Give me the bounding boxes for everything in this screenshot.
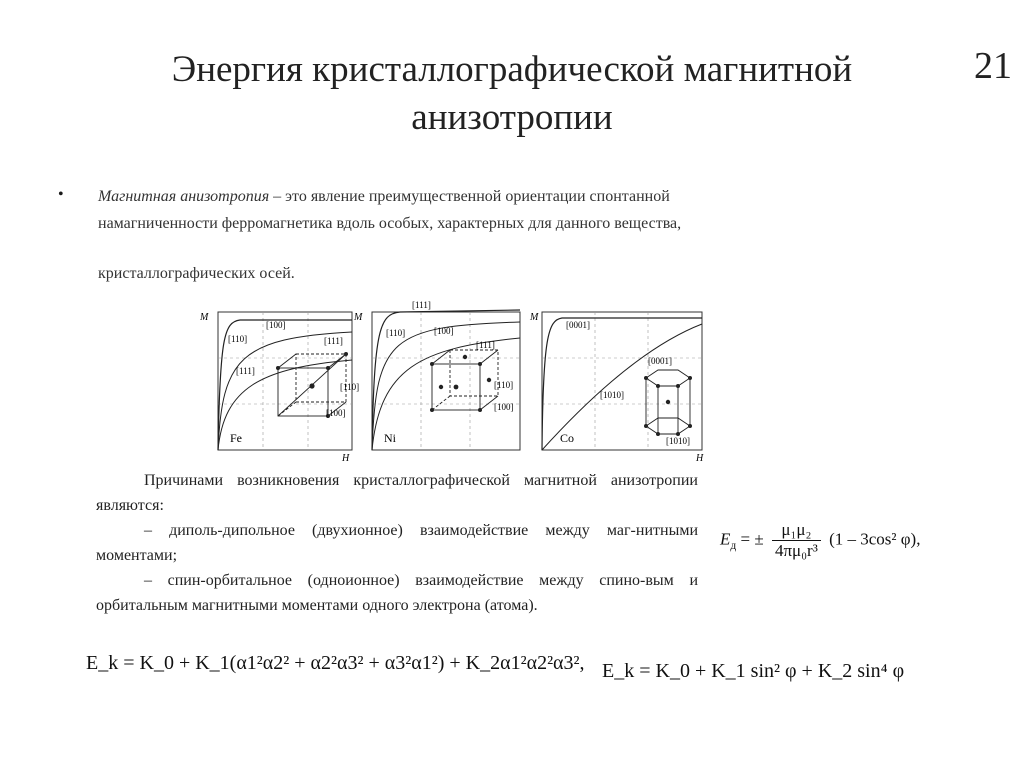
dipole-lhs-sub: д (730, 538, 737, 552)
slide-number: 21 (974, 45, 1012, 87)
dipole-energy-formula (720, 520, 920, 561)
cause-spin-orbit: – спин-орбитальное (одноионное) взаимодействие между спино-вым и орбитальным магнитными моментами одного электрона (атома). (96, 572, 698, 614)
ni-label-3: [100] (434, 326, 454, 336)
fe-label-4: [111] (324, 336, 343, 346)
cubic-anisotropy-formula: E_k = K_0 + K_1(α1²α2² + α2²α3² + α3²α1²) + K_2α1²α2²α3², (86, 652, 585, 674)
slide-title (0, 46, 1024, 142)
fe-label-3: [111] (236, 366, 255, 376)
definition-text-2: намагниченности ферромагнетика вдоль особых, характерных для данного вещества, (98, 215, 682, 232)
title-line-2: анизотропии (411, 97, 613, 138)
ni-label-2: [110] (386, 328, 406, 338)
fe-label-2: [110] (228, 334, 248, 344)
definition-paragraph (98, 183, 858, 287)
co-label-2: [1010] (600, 390, 624, 400)
magnetization-curves-figure (200, 298, 720, 468)
cause-dipole: – диполь-дипольное (двухионное) взаимодействие между маг-нитными моментами; (96, 522, 698, 564)
dipole-pm: = ± (740, 529, 764, 549)
ni-label-5: [110] (494, 380, 514, 390)
fe-label-6: [100] (326, 408, 346, 418)
dipole-fraction (772, 520, 821, 561)
fe-y-axis-label: M (200, 312, 209, 323)
anisotropy-causes-text (96, 468, 698, 618)
definition-text-3: кристаллографических осей. (98, 265, 295, 282)
ni-label-6: [100] (494, 402, 514, 412)
fe-label-1: [100] (266, 320, 286, 330)
co-label-3: [0001] (648, 356, 672, 366)
dipole-numerator: μ₁μ₂ (772, 520, 821, 541)
co-y-axis-label: M (530, 312, 539, 323)
dipole-rhs: (1 – 3cos² φ), (829, 529, 921, 549)
co-label-1: [0001] (566, 320, 590, 330)
uniaxial-anisotropy-formula: E_k = K_0 + K_1 sin² φ + K_2 sin⁴ φ (602, 660, 905, 682)
fe-material-label: Fe (230, 431, 242, 445)
ni-label-1: [111] (412, 300, 431, 310)
co-material-label: Co (560, 431, 575, 445)
fe-x-axis-label: H (342, 453, 350, 464)
bullet-marker: • (58, 186, 64, 203)
co-panel (529, 312, 704, 464)
causes-intro: Причинами возникновения кристаллографической магнитной анизотропии являются: (96, 472, 698, 514)
ni-y-axis-label: M (354, 312, 363, 323)
ni-material-label: Ni (384, 431, 396, 445)
ni-label-4: [111] (476, 340, 495, 350)
co-x-axis-label: H (696, 453, 704, 464)
dipole-lhs: E (720, 529, 731, 549)
definition-text-1: – это явление преимущественной ориентации спонтанной (269, 188, 670, 205)
fe-label-5: [110] (340, 382, 360, 392)
dipole-denominator: 4πμ₀r³ (774, 541, 818, 560)
definition-term: Магнитная анизотропия (98, 188, 270, 205)
co-label-4: [1010] (666, 436, 690, 446)
fe-panel (200, 312, 359, 464)
title-line-1: Энергия кристаллографической магнитной (171, 49, 853, 90)
ni-panel (353, 300, 520, 450)
